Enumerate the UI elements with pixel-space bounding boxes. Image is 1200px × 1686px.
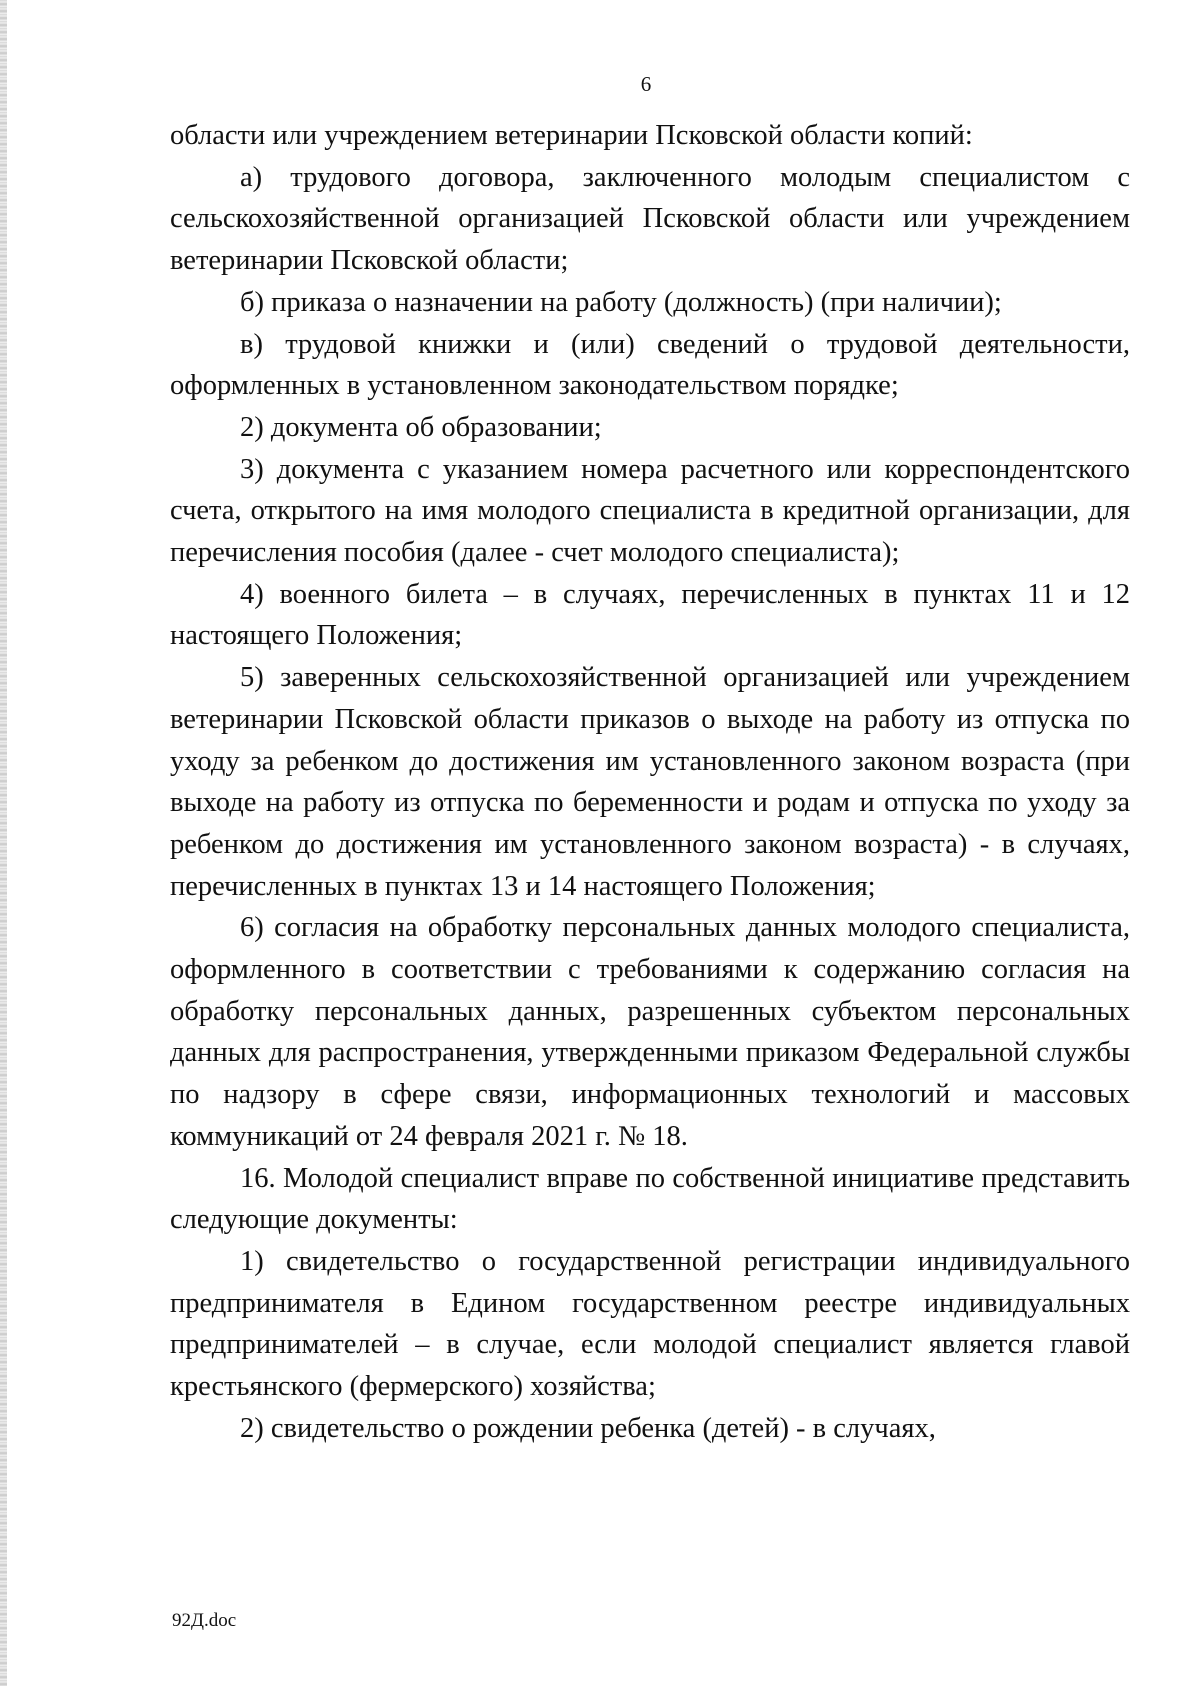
paragraph-6: 3) документа с указанием номера расчетного или корреспондентского счета, открытого на имя молодого специалиста в кредитной организации, для перечисления пособия (далее - счет молодого специалиста); [170,453,1130,569]
document-body [170,115,1130,1450]
paragraph-11: 1) свидетельство о государственной регистрации индивидуального предпринимателя в Едином государственном реестре индивидуальных предпринимателей – в случае, если молодой специалист является главой крестьянского (фермерского) хозяйства; [170,1245,1130,1403]
paragraph-5: 2) документа об образовании; [240,411,602,443]
paragraph-8: 5) заверенных сельскохозяйственной организацией или учреждением ветеринарии Псковской области приказов о выходе на работу из отпуска по уходу за ребенком до достижения им установленного законом возраста (при выходе на работу из отпуска по беременности и родам и отпуска по уходу за ребенком до достижения им установленного законом возраста) - в случаях, перечисленных в пунктах 13 и 14 настоящего Положения; [170,662,1130,902]
paragraph-3: б) приказа о назначении на работу (должность) (при наличии); [240,286,1002,318]
paragraph-4: в) трудовой книжки и (или) сведений о трудовой деятельности, оформленных в установленном законодательством порядке; [170,328,1130,402]
paragraph-10: 16. Молодой специалист вправе по собственной инициативе представить следующие документы: [170,1162,1130,1236]
paragraph-12: 2) свидетельство о рождении ребенка (детей) - в случаях, [240,1412,936,1444]
paragraph-9: 6) согласия на обработку персональных данных молодого специалиста, оформленного в соответствии с требованиями к содержанию согласия на обработку персональных данных, разрешенных субъектом персональных данных для распространения, утвержденными приказом Федеральной службы по надзору в сфере связи, информационных технологий и массовых коммуникаций от 24 февраля 2021 г. № 18. [170,912,1130,1152]
paragraph-7: 4) военного билета – в случаях, перечисленных в пунктах 11 и 12 настоящего Положения; [170,578,1130,652]
paragraph-2: а) трудового договора, заключенного молодым специалистом с сельскохозяйственной организацией Псковской области или учреждением ветеринарии Псковской области; [170,161,1130,277]
page-number: 6 [640,72,652,96]
scan-edge-shadow [0,0,7,1686]
footer-filename: 92Д.doc [172,1610,237,1631]
paragraph-1: области или учреждением ветеринарии Псковской области копий: [170,120,973,151]
